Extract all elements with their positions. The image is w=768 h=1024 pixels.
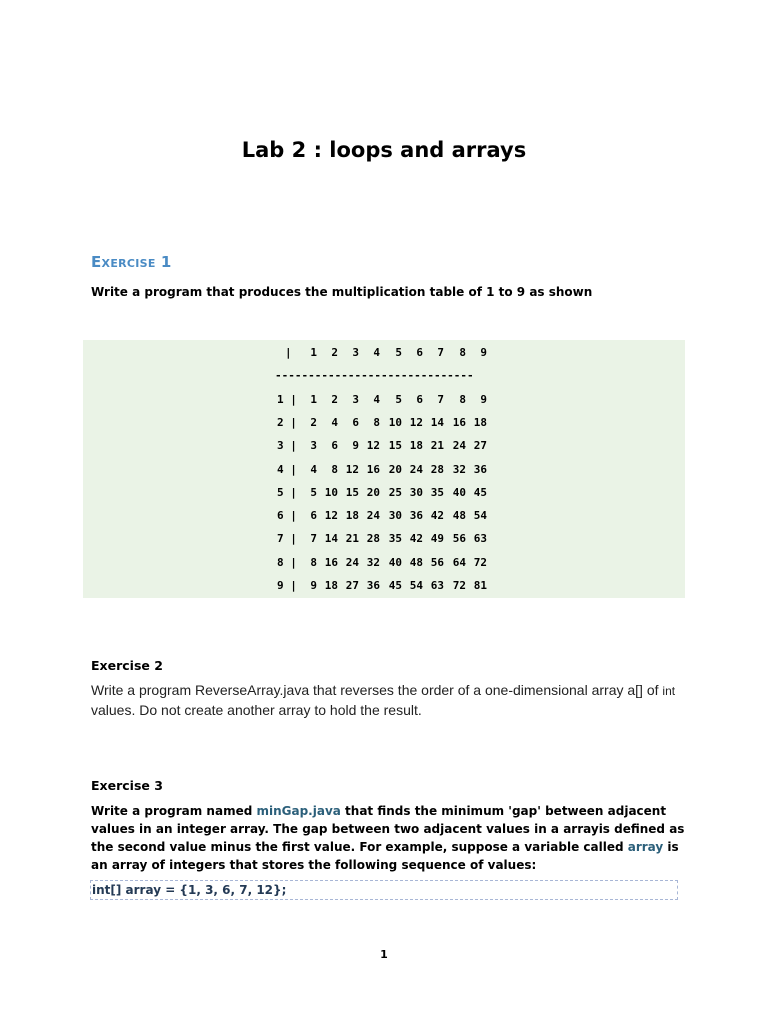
table-cell: 36	[409, 509, 423, 522]
table-cell: 7	[310, 532, 317, 545]
table-cell: 45	[473, 486, 487, 499]
table-cell: 10	[388, 416, 402, 429]
table-header-cell: 9	[480, 346, 487, 359]
table-cell: 16	[366, 463, 380, 476]
table-cell: 42	[430, 509, 444, 522]
table-cell: 9	[480, 393, 487, 406]
exercise-1-heading-initial: E	[91, 253, 102, 271]
table-header-cell: 5	[395, 346, 402, 359]
table-cell: 7	[437, 393, 444, 406]
table-cell: 54	[473, 509, 487, 522]
table-header-cell: 6	[416, 346, 423, 359]
table-header-cell: 7	[437, 346, 444, 359]
table-cell: 30	[409, 486, 423, 499]
table-row-label: 4 |	[277, 463, 297, 476]
table-cell: 9	[310, 579, 317, 592]
table-cell: 21	[345, 532, 359, 545]
table-cell: 5	[310, 486, 317, 499]
table-cell: 32	[366, 556, 380, 569]
table-row-label: 5 |	[277, 486, 297, 499]
table-header-cell: 2	[331, 346, 338, 359]
table-cell: 48	[409, 556, 423, 569]
table-cell: 24	[366, 509, 380, 522]
exercise-3-text-1: Write a program named	[91, 804, 257, 818]
exercise-3-description	[91, 802, 691, 874]
table-row-label: 7 |	[277, 532, 297, 545]
table-cell: 3	[310, 439, 317, 452]
table-header-separator: |	[285, 346, 292, 359]
table-header-cell: 1	[310, 346, 317, 359]
table-cell: 12	[409, 416, 423, 429]
multiplication-table	[83, 340, 685, 598]
table-cell: 24	[345, 556, 359, 569]
table-cell: 14	[324, 532, 338, 545]
table-cell: 21	[430, 439, 444, 452]
table-cell: 35	[388, 532, 402, 545]
table-cell: 6	[352, 416, 359, 429]
table-cell: 20	[366, 486, 380, 499]
table-cell: 6	[416, 393, 423, 406]
table-cell: 8	[310, 556, 317, 569]
exercise-1-heading-number: 1	[160, 253, 172, 271]
table-cell: 28	[430, 463, 444, 476]
table-cell: 4	[310, 463, 317, 476]
table-cell: 3	[352, 393, 359, 406]
exercise-1-heading-rest: XERCISE	[101, 257, 156, 270]
table-cell: 12	[366, 439, 380, 452]
exercise-1-description: Write a program that produces the multiplication table of 1 to 9 as shown	[91, 285, 593, 299]
table-cell: 25	[388, 486, 402, 499]
table-row-label: 9 |	[277, 579, 297, 592]
table-cell: 24	[452, 439, 466, 452]
table-cell: 9	[352, 439, 359, 452]
table-header-cell: 4	[373, 346, 380, 359]
table-cell: 18	[473, 416, 487, 429]
table-cell: 12	[345, 463, 359, 476]
table-cell: 49	[430, 532, 444, 545]
table-row-label: 1 |	[277, 393, 297, 406]
table-cell: 72	[452, 579, 466, 592]
table-cell: 8	[459, 393, 466, 406]
table-cell: 32	[452, 463, 466, 476]
table-cell: 35	[430, 486, 444, 499]
table-cell: 30	[388, 509, 402, 522]
table-cell: 42	[409, 532, 423, 545]
table-cell: 15	[345, 486, 359, 499]
table-cell: 20	[388, 463, 402, 476]
exercise-2-text-1: Write a program ReverseArray.java that reverses the order of a one-dimensional array a[] of	[91, 682, 663, 698]
table-cell: 10	[324, 486, 338, 499]
table-cell: 63	[473, 532, 487, 545]
table-header-cell: 3	[352, 346, 359, 359]
page-number: 1	[380, 948, 388, 961]
exercise-2-heading: Exercise 2	[91, 658, 163, 673]
table-cell: 2	[331, 393, 338, 406]
code-snippet: int[] array = {1, 3, 6, 7, 12};	[90, 880, 678, 900]
table-cell: 27	[345, 579, 359, 592]
table-cell: 2	[310, 416, 317, 429]
table-cell: 48	[452, 509, 466, 522]
table-cell: 54	[409, 579, 423, 592]
table-cell: 36	[366, 579, 380, 592]
exercise-3-array-keyword: array	[627, 840, 664, 854]
exercise-1-heading	[91, 253, 172, 271]
table-cell: 45	[388, 579, 402, 592]
table-row-label: 8 |	[277, 556, 297, 569]
table-cell: 18	[324, 579, 338, 592]
exercise-2-text-2: values. Do not create another array to hold the result.	[91, 702, 422, 718]
table-cell: 40	[388, 556, 402, 569]
table-header-cell: 8	[459, 346, 466, 359]
table-cell: 40	[452, 486, 466, 499]
table-cell: 16	[452, 416, 466, 429]
table-cell: 4	[331, 416, 338, 429]
exercise-2-description	[91, 681, 681, 720]
table-row-label: 3 |	[277, 439, 297, 452]
table-cell: 14	[430, 416, 444, 429]
table-cell: 8	[331, 463, 338, 476]
table-cell: 15	[388, 439, 402, 452]
page-title: Lab 2 : loops and arrays	[241, 138, 527, 162]
table-cell: 28	[366, 532, 380, 545]
table-cell: 18	[345, 509, 359, 522]
exercise-3-filename: minGap.java	[256, 804, 341, 818]
table-cell: 63	[430, 579, 444, 592]
table-cell: 24	[409, 463, 423, 476]
table-divider-line: ------------------------------	[275, 369, 474, 382]
exercise-3-text-3: is an array of integers that stores the following sequence of values:	[91, 840, 679, 872]
table-cell: 1	[310, 393, 317, 406]
table-cell: 56	[430, 556, 444, 569]
table-cell: 4	[373, 393, 380, 406]
table-cell: 81	[473, 579, 487, 592]
table-cell: 56	[452, 532, 466, 545]
table-cell: 12	[324, 509, 338, 522]
table-cell: 27	[473, 439, 487, 452]
table-cell: 64	[452, 556, 466, 569]
exercise-3-text-2: that finds the minimum 'gap' between adjacent values in an integer array. The gap between two adjacent values in a arrayis defined as the second value minus the first value. For example, suppose a variable called	[91, 804, 685, 854]
table-cell: 6	[331, 439, 338, 452]
exercise-2-int-keyword: int	[662, 684, 676, 698]
table-cell: 6	[310, 509, 317, 522]
table-row-label: 6 |	[277, 509, 297, 522]
table-cell: 36	[473, 463, 487, 476]
exercise-3-heading: Exercise 3	[91, 778, 163, 793]
table-row-label: 2 |	[277, 416, 297, 429]
table-cell: 5	[395, 393, 402, 406]
table-cell: 16	[324, 556, 338, 569]
table-cell: 18	[409, 439, 423, 452]
table-cell: 72	[473, 556, 487, 569]
table-cell: 8	[373, 416, 380, 429]
